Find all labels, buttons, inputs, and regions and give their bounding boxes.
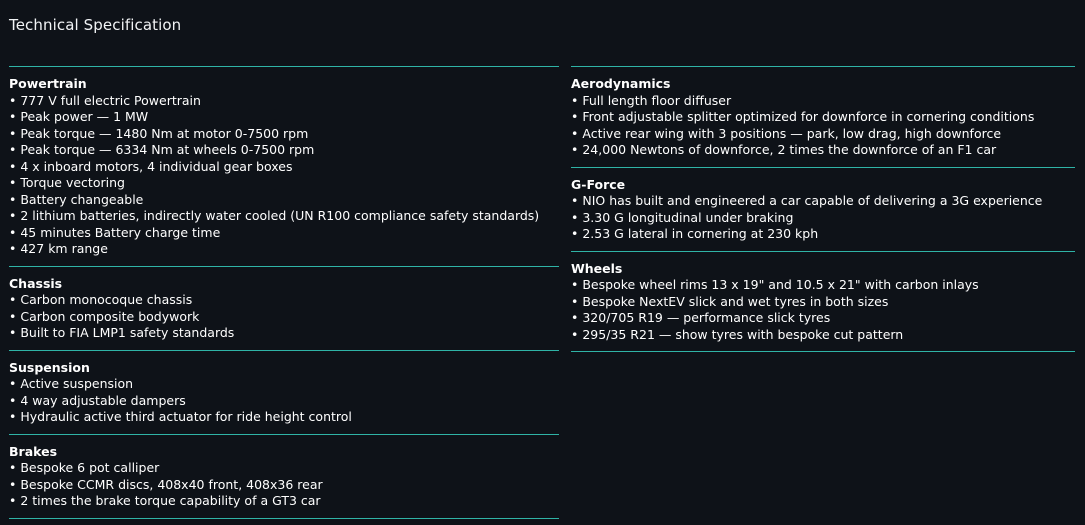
spec-item: • 24,000 Newtons of downforce, 2 times the downforce of an F1 car — [571, 142, 1075, 159]
section-title: Suspension — [9, 359, 90, 375]
spec-item: • Built to FIA LMP1 safety standards — [9, 325, 559, 342]
spec-list — [571, 93, 1075, 159]
spec-item: • 320/705 R19 — performance slick tyres — [571, 310, 1075, 327]
section-title: Aerodynamics — [571, 76, 671, 91]
section-powertrain — [9, 66, 559, 266]
spec-list — [571, 277, 1075, 343]
spec-column-left — [9, 66, 559, 519]
spec-item: • Bespoke NextEV slick and wet tyres in both sizes — [571, 294, 1075, 311]
spec-item: • Active suspension — [9, 376, 559, 393]
spec-item: • 777 V full electric Powertrain — [9, 93, 559, 110]
spec-item: • Carbon composite bodywork — [9, 309, 559, 326]
spec-list — [9, 292, 559, 342]
spec-item: • Torque vectoring — [9, 175, 559, 192]
spec-item: • Full length floor diffuser — [571, 93, 1075, 110]
section-aerodynamics — [571, 66, 1075, 167]
section-title: Powertrain — [9, 76, 87, 91]
section-chassis — [9, 266, 559, 350]
spec-item: • Bespoke 6 pot calliper — [9, 460, 559, 477]
spec-item: • 2 lithium batteries, indirectly water cooled (UN R100 compliance safety standards) — [9, 208, 559, 225]
spec-item: • 3.30 G longitudinal under braking — [571, 210, 1075, 227]
spec-item: • 2.53 G lateral in cornering at 230 kph — [571, 226, 1075, 243]
spec-column-right — [571, 66, 1075, 352]
spec-item: • Front adjustable splitter optimized for downforce in cornering conditions — [571, 109, 1075, 126]
spec-item: • 295/35 R21 — show tyres with bespoke cut pattern — [571, 327, 1075, 344]
spec-item: • 4 x inboard motors, 4 individual gear boxes — [9, 159, 559, 176]
spec-list — [9, 93, 559, 258]
spec-item: • Battery changeable — [9, 192, 559, 209]
spec-item: • 427 km range — [9, 241, 559, 258]
section-divider — [9, 518, 559, 519]
spec-list — [9, 376, 559, 426]
spec-item: • NIO has built and engineered a car capable of delivering a 3G experience — [571, 193, 1075, 210]
spec-list — [9, 460, 559, 510]
section-title: Brakes — [9, 443, 58, 459]
page-title: Technical Specification — [9, 16, 182, 35]
spec-item: • Hydraulic active third actuator for ride height control — [9, 409, 559, 426]
spec-item: • 2 times the brake torque capability of a GT3 car — [9, 493, 559, 510]
spec-item: • Peak power — 1 MW — [9, 109, 559, 126]
section-title: G-Force — [571, 176, 626, 192]
spec-item: • Carbon monocoque chassis — [9, 292, 559, 309]
section-suspension — [9, 350, 559, 434]
spec-item: • 45 minutes Battery charge time — [9, 225, 559, 242]
spec-item: • Bespoke CCMR discs, 408x40 front, 408x36 rear — [9, 477, 559, 494]
section-title: Wheels — [571, 260, 623, 276]
spec-item: • Peak torque — 1480 Nm at motor 0-7500 rpm — [9, 126, 559, 143]
spec-item: • Active rear wing with 3 positions — park, low drag, high downforce — [571, 126, 1075, 143]
section-wheels — [571, 251, 1075, 352]
spec-item: • 4 way adjustable dampers — [9, 393, 559, 410]
section-divider — [571, 351, 1075, 352]
section-brakes — [9, 434, 559, 518]
spec-item: • Peak torque — 6334 Nm at wheels 0-7500 rpm — [9, 142, 559, 159]
section-title: Chassis — [9, 275, 63, 291]
section-g-force — [571, 167, 1075, 251]
spec-item: • Bespoke wheel rims 13 x 19" and 10.5 x 21" with carbon inlays — [571, 277, 1075, 294]
spec-list — [571, 193, 1075, 243]
